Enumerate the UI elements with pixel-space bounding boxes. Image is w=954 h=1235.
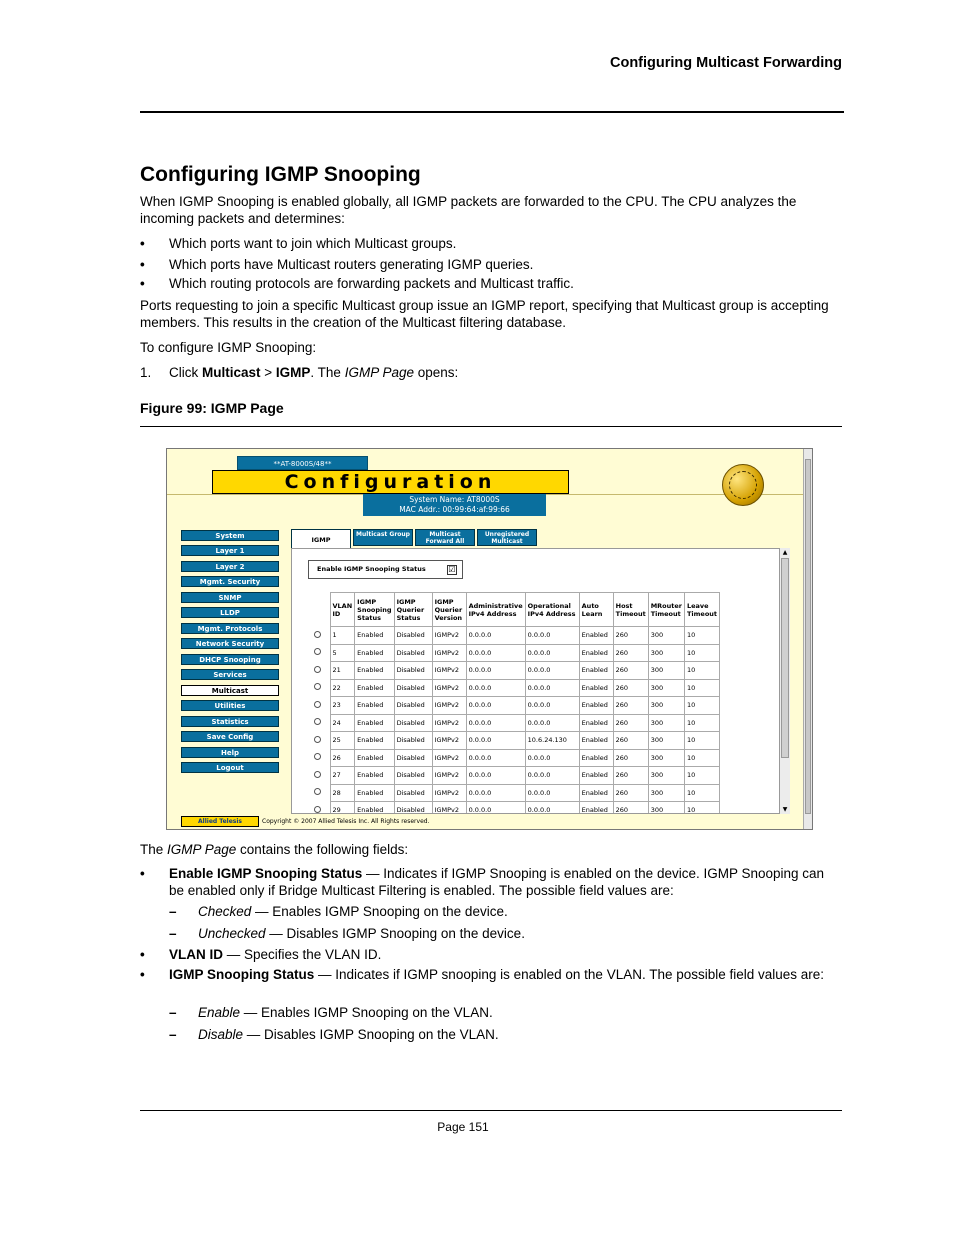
globe-logo-icon (722, 464, 764, 506)
igmp-table (306, 592, 720, 814)
row-select-cell (306, 644, 330, 662)
table-cell: Enabled (355, 662, 394, 680)
table-row[interactable] (306, 662, 720, 680)
table-cell: IGMPv2 (432, 697, 466, 715)
page-number: Page 151 (437, 1120, 489, 1134)
field-value-item (169, 1026, 839, 1043)
table-cell: Enabled (355, 644, 394, 662)
table-cell: Enabled (579, 679, 613, 697)
nav-item-system[interactable]: System (181, 530, 279, 541)
table-cell: 0.0.0.0 (466, 714, 525, 732)
table-cell: IGMPv2 (432, 627, 466, 645)
table-cell: 26 (330, 749, 355, 767)
igmp-page-screenshot (166, 448, 813, 830)
table-cell: 10 (685, 679, 720, 697)
table-cell: 260 (613, 732, 648, 750)
row-select-cell (306, 662, 330, 680)
table-cell: 300 (648, 697, 684, 715)
system-info (363, 494, 546, 516)
table-cell: Disabled (394, 784, 432, 802)
table-cell: Disabled (394, 679, 432, 697)
table-cell: Disabled (394, 767, 432, 785)
field-description: — Specifies the VLAN ID. (223, 947, 382, 962)
enable-igmp-row (308, 560, 463, 579)
table-cell: 0.0.0.0 (466, 697, 525, 715)
table-cell: Enabled (579, 644, 613, 662)
text: The (140, 842, 168, 857)
table-cell: Enabled (579, 767, 613, 785)
table-cell: Disabled (394, 644, 432, 662)
table-cell: 0.0.0.0 (466, 627, 525, 645)
table-cell: Enabled (579, 732, 613, 750)
table-cell: 10 (685, 784, 720, 802)
tab-unregistered-multicast[interactable]: Unregistered Multicast (477, 529, 537, 546)
enable-igmp-label: Enable IGMP Snooping Status (317, 565, 426, 573)
column-header: Auto Learn (579, 593, 613, 627)
column-header: Leave Timeout (685, 593, 720, 627)
nav-item-network-security[interactable]: Network Security (181, 638, 279, 649)
row-select-cell (306, 784, 330, 802)
table-cell: 0.0.0.0 (525, 714, 579, 732)
table-cell: Enabled (579, 662, 613, 680)
copyright-text: Copyright © 2007 Allied Telesis Inc. All Rights reserved. (262, 818, 430, 825)
table-row[interactable] (306, 644, 720, 662)
table-cell: 10 (685, 802, 720, 815)
field-term: Enable (198, 1005, 241, 1020)
table-cell: 300 (648, 802, 684, 815)
table-row[interactable] (306, 767, 720, 785)
page-ref: IGMP Page (344, 365, 414, 380)
row-select-cell (306, 679, 330, 697)
table-cell: 260 (613, 784, 648, 802)
table-cell: Enabled (579, 802, 613, 815)
row-radio-button[interactable] (314, 683, 321, 690)
figure-rule (140, 426, 842, 427)
row-select-cell (306, 697, 330, 715)
table-cell: IGMPv2 (432, 767, 466, 785)
column-header: IGMP Snooping Status (355, 593, 394, 627)
table-cell: 10 (685, 714, 720, 732)
field-description: — Disables IGMP Snooping on the device. (265, 926, 525, 941)
table-cell: 10 (685, 627, 720, 645)
nav-item-snmp[interactable]: SNMP (181, 592, 279, 603)
table-row[interactable] (306, 714, 720, 732)
table-row[interactable] (306, 749, 720, 767)
figure-caption: Figure 99: IGMP Page (140, 400, 284, 416)
bullet-item: • Which ports have Multicast routers generating IGMP queries. (140, 256, 840, 273)
table-cell: 0.0.0.0 (466, 732, 525, 750)
table-cell: IGMPv2 (432, 644, 466, 662)
table-cell: 10 (685, 644, 720, 662)
table-cell: 260 (613, 679, 648, 697)
enable-igmp-checkbox[interactable]: ☑ (448, 565, 456, 574)
table-cell: IGMPv2 (432, 714, 466, 732)
tab-multicast-forward-all[interactable]: Multicast Forward All (415, 529, 475, 546)
table-cell: 300 (648, 627, 684, 645)
table-cell: Enabled (355, 784, 394, 802)
table-cell: 10 (685, 732, 720, 750)
scroll-thumb[interactable] (781, 558, 789, 758)
intro-paragraph: When IGMP Snooping is enabled globally, all IGMP packets are forwarded to the CPU. The CPU analyzes the incoming packets and determines: (140, 194, 797, 226)
row-radio-button[interactable] (314, 771, 321, 778)
nav-item-logout[interactable]: Logout (181, 762, 279, 773)
table-cell: IGMPv2 (432, 749, 466, 767)
table-row[interactable] (306, 679, 720, 697)
table-cell: 0.0.0.0 (525, 679, 579, 697)
table-row[interactable] (306, 802, 720, 815)
menu-multicast: Multicast (202, 365, 261, 380)
text: contains the following fields: (236, 842, 409, 857)
fields-intro (140, 841, 840, 858)
ports-paragraph: Ports requesting to join a specific Multicast group issue an IGMP report, specifying that Multicast group is accepting members. This results in the creation of the Multicast filtering database. (140, 298, 829, 330)
window-scroll-thumb[interactable] (805, 459, 811, 814)
scroll-down-icon[interactable]: ▼ (782, 806, 788, 813)
table-cell: Disabled (394, 802, 432, 815)
row-select-cell (306, 749, 330, 767)
column-header: VLAN ID (330, 593, 355, 627)
table-cell: 10 (685, 767, 720, 785)
table-cell: 21 (330, 662, 355, 680)
table-cell: Enabled (355, 714, 394, 732)
table-cell: 0.0.0.0 (525, 697, 579, 715)
table-cell: 0.0.0.0 (466, 767, 525, 785)
table-cell: 1 (330, 627, 355, 645)
table-cell: Disabled (394, 714, 432, 732)
table-cell: IGMPv2 (432, 679, 466, 697)
table-cell: 22 (330, 679, 355, 697)
menu-igmp: IGMP (275, 365, 311, 380)
nav-item-mgmt-protocols[interactable]: Mgmt. Protocols (181, 623, 279, 634)
field-description: — Indicates if IGMP snooping is enabled on the VLAN. The possible field values are: (314, 967, 825, 982)
table-cell: 0.0.0.0 (466, 644, 525, 662)
table-cell: 10 (685, 749, 720, 767)
page-ref: IGMP Page (167, 842, 237, 857)
row-radio-button[interactable] (314, 648, 321, 655)
row-radio-button[interactable] (314, 701, 321, 708)
table-cell: 300 (648, 732, 684, 750)
table-cell: 0.0.0.0 (525, 749, 579, 767)
table-cell: 260 (613, 627, 648, 645)
table-cell: Enabled (579, 749, 613, 767)
configure-paragraph: To configure IGMP Snooping: (140, 340, 317, 355)
table-cell: Enabled (355, 679, 394, 697)
field-item (140, 865, 840, 899)
table-cell: 260 (613, 714, 648, 732)
table-cell: 260 (613, 662, 648, 680)
table-cell: 300 (648, 644, 684, 662)
table-cell: IGMPv2 (432, 802, 466, 815)
table-cell: Disabled (394, 627, 432, 645)
table-cell: 0.0.0.0 (466, 802, 525, 815)
table-cell: 28 (330, 784, 355, 802)
model-label: **AT-8000S/48** (237, 456, 368, 470)
bullet-item: • Which routing protocols are forwarding packets and Multicast traffic. (140, 275, 840, 292)
table-cell: Disabled (394, 749, 432, 767)
system-name: System Name: AT8000S (409, 495, 500, 504)
field-term: Checked (198, 904, 252, 919)
table-cell: 10 (685, 697, 720, 715)
panel-scrollbar[interactable] (779, 548, 790, 814)
table-cell: 25 (330, 732, 355, 750)
table-cell: 260 (613, 802, 648, 815)
table-cell: 10.6.24.130 (525, 732, 579, 750)
table-cell: 300 (648, 679, 684, 697)
nav-item-lldp[interactable]: LLDP (181, 607, 279, 618)
table-row[interactable] (306, 784, 720, 802)
row-select-cell (306, 767, 330, 785)
table-cell: Enabled (355, 732, 394, 750)
table-cell: 10 (685, 662, 720, 680)
nav-item-save-config[interactable]: Save Config (181, 731, 279, 742)
table-cell: 5 (330, 644, 355, 662)
table-cell: IGMPv2 (432, 732, 466, 750)
nav-item-services[interactable]: Services (181, 669, 279, 680)
field-value-item (169, 1004, 839, 1021)
table-cell: Enabled (355, 697, 394, 715)
column-header: Operational IPv4 Address (525, 593, 579, 627)
table-cell: 0.0.0.0 (525, 644, 579, 662)
tab-multicast-group[interactable]: Multicast Group (353, 529, 413, 546)
row-select-cell (306, 802, 330, 815)
table-cell: 260 (613, 697, 648, 715)
table-cell: 300 (648, 714, 684, 732)
column-header: IGMP Querier Status (394, 593, 432, 627)
table-cell: Enabled (355, 767, 394, 785)
row-radio-button[interactable] (314, 753, 321, 760)
table-cell: Enabled (355, 749, 394, 767)
nav-item-utilities[interactable]: Utilities (181, 700, 279, 711)
table-cell: 0.0.0.0 (525, 627, 579, 645)
table-cell: 0.0.0.0 (525, 662, 579, 680)
field-description: — Indicates if IGMP Snooping is enabled on the device. IGMP Snooping can be enabled only if Bridge Multicast Filtering is enabled. The possible field values are: (169, 866, 825, 898)
table-cell: 300 (648, 749, 684, 767)
section-heading: Configuring IGMP Snooping (140, 163, 421, 186)
scroll-up-icon[interactable]: ▲ (782, 549, 788, 556)
table-cell: Enabled (355, 627, 394, 645)
table-cell: 0.0.0.0 (525, 784, 579, 802)
field-value-item (169, 903, 839, 920)
window-scrollbar[interactable] (803, 449, 812, 829)
row-radio-button[interactable] (314, 718, 321, 725)
table-cell: Enabled (579, 697, 613, 715)
bullet-item: • Which ports want to join which Multicast groups. (140, 235, 840, 252)
table-cell: 300 (648, 662, 684, 680)
table-cell: 0.0.0.0 (466, 784, 525, 802)
table-cell: 24 (330, 714, 355, 732)
column-header: IGMP Querier Version (432, 593, 466, 627)
field-value-item (169, 925, 839, 942)
step-number: 1. (140, 365, 152, 380)
header-rule (140, 111, 844, 113)
column-header: MRouter Timeout (648, 593, 684, 627)
table-cell: Enabled (579, 784, 613, 802)
nav-item-layer-2[interactable]: Layer 2 (181, 561, 279, 572)
column-header: Host Timeout (613, 593, 648, 627)
select-column-header (306, 593, 330, 627)
table-cell: 0.0.0.0 (466, 749, 525, 767)
table-cell: Enabled (579, 714, 613, 732)
step-text: Click (169, 365, 202, 380)
table-cell: 29 (330, 802, 355, 815)
field-term: Disable (198, 1027, 244, 1042)
table-row[interactable] (306, 627, 720, 645)
row-radio-button[interactable] (314, 631, 321, 638)
table-cell: 260 (613, 767, 648, 785)
table-cell: 260 (613, 644, 648, 662)
table-row[interactable] (306, 697, 720, 715)
table-row[interactable] (306, 732, 720, 750)
table-cell: 300 (648, 767, 684, 785)
row-select-cell (306, 732, 330, 750)
field-term: VLAN ID (169, 947, 223, 962)
tab-igmp[interactable]: IGMP (291, 529, 351, 549)
row-select-cell (306, 627, 330, 645)
table-cell: 0.0.0.0 (525, 767, 579, 785)
table-cell: IGMPv2 (432, 784, 466, 802)
table-cell: 0.0.0.0 (525, 802, 579, 815)
table-cell: Enabled (355, 802, 394, 815)
field-description: — Enables IGMP Snooping on the VLAN. (240, 1005, 493, 1020)
copyright-bar (181, 816, 781, 828)
allied-telesis-logo: Allied Telesis (181, 816, 259, 827)
row-radio-button[interactable] (314, 736, 321, 743)
nav-item-dhcp-snooping[interactable]: DHCP Snooping (181, 654, 279, 665)
row-radio-button[interactable] (314, 666, 321, 673)
nav-item-mgmt-security[interactable]: Mgmt. Security (181, 576, 279, 587)
field-item (140, 946, 840, 963)
table-cell: 23 (330, 697, 355, 715)
table-cell: 300 (648, 784, 684, 802)
running-head: Configuring Multicast Forwarding (610, 55, 842, 71)
field-item (140, 966, 840, 983)
column-header: Administrative IPv4 Address (466, 593, 525, 627)
table-cell: Disabled (394, 697, 432, 715)
step-text: . The (310, 365, 345, 380)
row-select-cell (306, 714, 330, 732)
configuration-banner: Configuration (212, 470, 569, 494)
step-text: opens: (413, 365, 459, 380)
mac-address: MAC Addr.: 00:99:64:af:99:66 (399, 505, 510, 514)
nav-item-layer-1[interactable]: Layer 1 (181, 545, 279, 556)
field-term: Enable IGMP Snooping Status (169, 866, 363, 881)
table-cell: 27 (330, 767, 355, 785)
row-radio-button[interactable] (314, 806, 321, 813)
step-text: > (260, 365, 276, 380)
nav-item-help[interactable]: Help (181, 747, 279, 758)
table-cell: 0.0.0.0 (466, 662, 525, 680)
table-cell: Disabled (394, 662, 432, 680)
nav-item-multicast[interactable]: Multicast (181, 685, 279, 696)
table-cell: 0.0.0.0 (466, 679, 525, 697)
table-cell: Enabled (579, 627, 613, 645)
field-description: — Disables IGMP Snooping on the VLAN. (243, 1027, 499, 1042)
table-cell: Disabled (394, 732, 432, 750)
table-cell: IGMPv2 (432, 662, 466, 680)
footer-rule (140, 1110, 842, 1111)
igmp-panel (291, 548, 790, 814)
nav-item-statistics[interactable]: Statistics (181, 716, 279, 727)
table-cell: 260 (613, 749, 648, 767)
field-description: — Enables IGMP Snooping on the device. (251, 904, 508, 919)
step-1 (140, 364, 458, 381)
row-radio-button[interactable] (314, 788, 321, 795)
field-term: Unchecked (198, 926, 266, 941)
field-term: IGMP Snooping Status (169, 967, 315, 982)
